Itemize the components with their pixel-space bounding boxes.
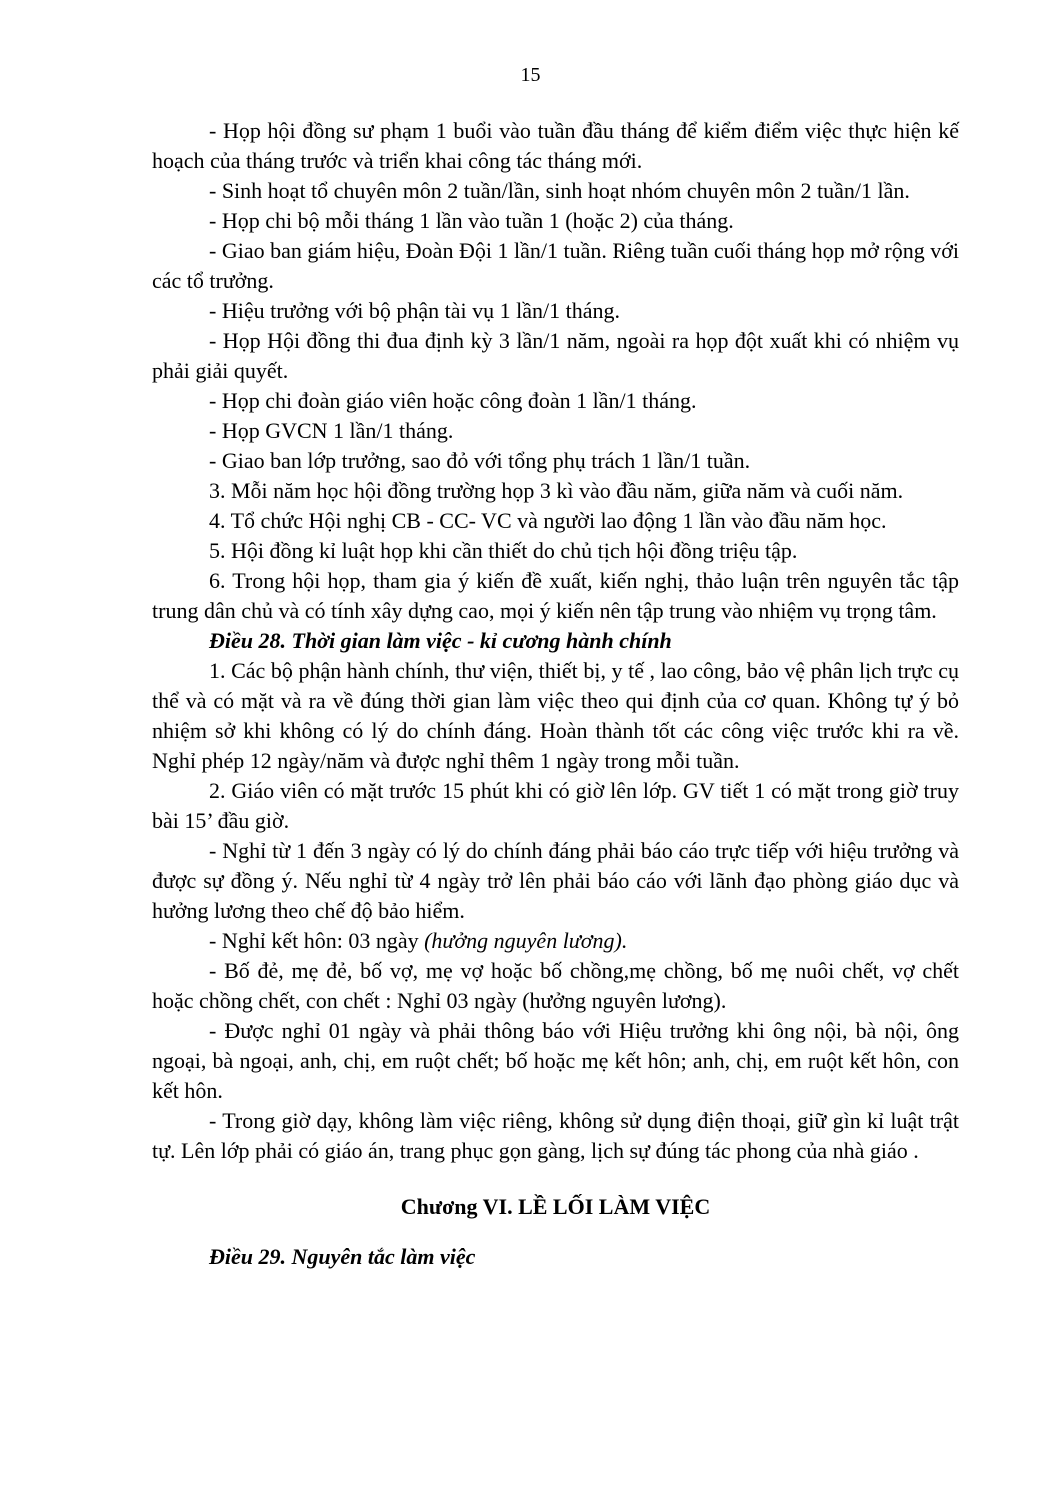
article-29-heading: Điều 29. Nguyên tắc làm việc [209, 1244, 476, 1269]
paragraph: 4. Tổ chức Hội nghị CB - CC- VC và người lao động 1 lần vào đầu năm học. [209, 508, 887, 533]
leave-rules-section [152, 956, 959, 1166]
paragraph: - Họp Hội đồng thi đua định kỳ 3 lần/1 năm, ngoài ra họp đột xuất khi có nhiệm vụ phải giải quyết. [152, 328, 959, 383]
paragraph-marriage-leave [152, 926, 959, 956]
paragraph: - Trong giờ dạy, không làm việc riêng, không sử dụng điện thoại, giữ gìn kỉ luật trật tự. Lên lớp phải có giáo án, trang phục gọn gàng, lịch sự đúng tác phong của nhà giáo . [152, 1108, 959, 1163]
paragraph: - Sinh hoạt tổ chuyên môn 2 tuần/lần, sinh hoạt nhóm chuyên môn 2 tuần/1 lần. [209, 178, 910, 203]
paragraph: 2. Giáo viên có mặt trước 15 phút khi có giờ lên lớp. GV tiết 1 có mặt trong giờ truy bài 15’ đầu giờ. [152, 778, 959, 833]
paragraph: 5. Hội đồng kỉ luật họp khi cần thiết do chủ tịch hội đồng triệu tập. [209, 538, 798, 563]
working-time-section [152, 656, 959, 926]
chapter-6-heading: Chương VI. LỀ LỐI LÀM VIỆC [400, 1194, 711, 1219]
paragraph: - Họp GVCN 1 lần/1 tháng. [209, 418, 454, 443]
paragraph: - Họp chi đoàn giáo viên hoặc công đoàn 1 lần/1 tháng. [209, 388, 697, 413]
paragraph: - Giao ban giám hiệu, Đoàn Đội 1 lần/1 tuần. Riêng tuần cuối tháng họp mở rộng với các tổ trưởng. [152, 238, 959, 293]
marriage-leave-text: - Nghỉ kết hôn: 03 ngày [209, 928, 425, 953]
marriage-leave-note: (hưởng nguyên lương). [424, 928, 628, 953]
paragraph: - Bố đẻ, mẹ đẻ, bố vợ, mẹ vợ hoặc bố chồng,mẹ chồng, bố mẹ nuôi chết, vợ chết hoặc chồng chết, con chết : Nghỉ 03 ngày (hưởng nguyên lương). [152, 958, 959, 1013]
paragraph: 3. Mỗi năm học hội đồng trường họp 3 kì vào đầu năm, giữa năm và cuối năm. [209, 478, 904, 503]
paragraph: - Được nghỉ 01 ngày và phải thông báo với Hiệu trưởng khi ông nội, bà nội, ông ngoại, bà ngoại, anh, chị, em ruột chết; bố hoặc mẹ kết hôn; anh, chị, em ruột kết hôn, con kết hôn. [152, 1018, 959, 1103]
article-28-heading: Điều 28. Thời gian làm việc - kỉ cương hành chính [209, 628, 672, 653]
paragraph: 1. Các bộ phận hành chính, thư viện, thiết bị, y tế , lao công, bảo vệ phân lịch trực cụ thể và có mặt và ra về đúng thời gian làm việc theo qui định của cơ quan. Không tự ý bỏ nhiệm sở khi không có lý do chính đáng. Hoàn thành tốt các công việc trước khi ra về. Nghỉ phép 12 ngày/năm và được nghỉ thêm 1 ngày trong mỗi tuần. [152, 658, 959, 773]
document-body [152, 116, 959, 1272]
paragraph: - Họp hội đồng sư phạm 1 buổi vào tuần đầu tháng để kiểm điểm việc thực hiện kế hoạch của tháng trước và triển khai công tác tháng mới. [152, 118, 959, 173]
paragraph: - Nghỉ từ 1 đến 3 ngày có lý do chính đáng phải báo cáo trực tiếp với hiệu trưởng và được sự đồng ý. Nếu nghỉ từ 4 ngày trở lên phải báo cáo với lãnh đạo phòng giáo dục và hưởng lương theo chế độ bảo hiểm. [152, 838, 959, 923]
paragraph: 6. Trong hội họp, tham gia ý kiến đề xuất, kiến nghị, thảo luận trên nguyên tắc tập trung dân chủ và có tính xây dựng cao, mọi ý kiến nên tập trung vào nhiệm vụ trọng tâm. [152, 568, 959, 623]
page-number: 15 [520, 64, 541, 86]
paragraph: - Họp chi bộ mỗi tháng 1 lần vào tuần 1 (hoặc 2) của tháng. [209, 208, 734, 233]
meeting-schedule-section [152, 116, 959, 626]
paragraph: - Giao ban lớp trưởng, sao đỏ với tổng phụ trách 1 lần/1 tuần. [209, 448, 751, 473]
paragraph: - Hiệu trưởng với bộ phận tài vụ 1 lần/1 tháng. [209, 298, 620, 323]
